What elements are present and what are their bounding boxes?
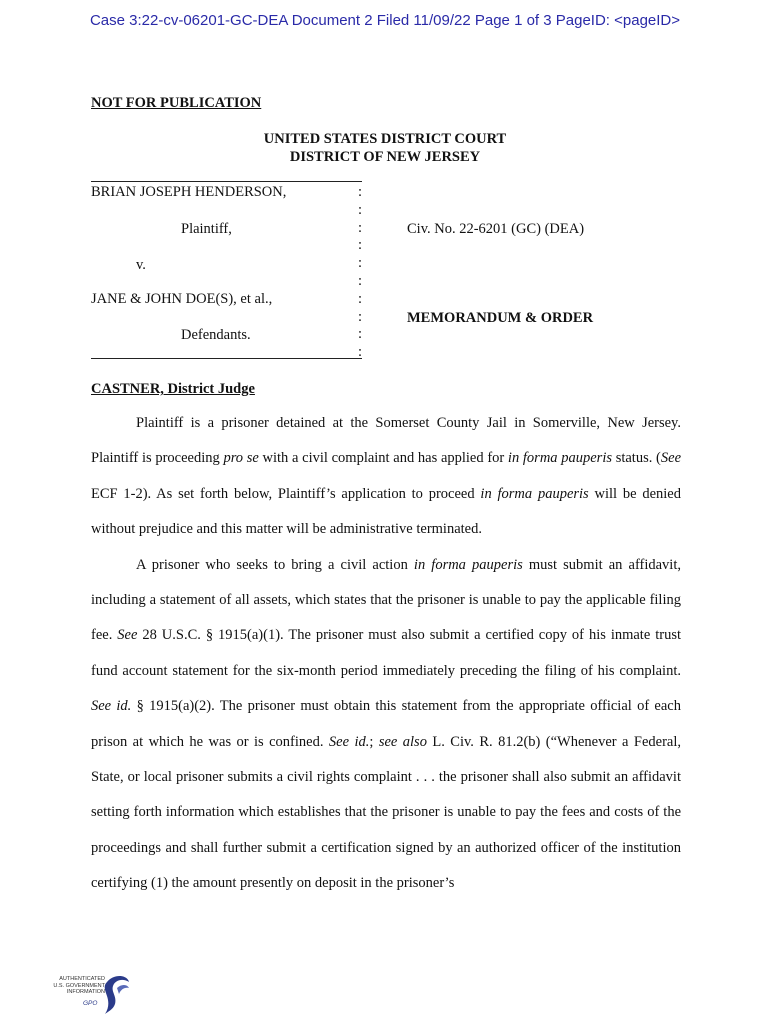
gpo-mark: GPO <box>83 1000 98 1007</box>
colon: : <box>358 290 363 307</box>
publication-note: NOT FOR PUBLICATION <box>91 95 262 111</box>
seal-text: AUTHENTICATED U.S. GOVERNMENT INFORMATION <box>53 976 105 995</box>
caption-top-rule <box>91 181 362 182</box>
plaintiff-role: Plaintiff, <box>181 221 232 237</box>
colon: : <box>358 184 363 200</box>
colon: : <box>358 219 363 236</box>
case-header-stamp: Case 3:22-cv-06201-GC-DEA Document 2 Filed 11/09/22 Page 1 of 3 PageID: <pageID> <box>89 12 681 29</box>
judge-heading: CASTNER, District Judge <box>91 381 255 397</box>
paragraph-2: A prisoner who seeks to bring a civil action in forma pauperis must submit an affidavit, including a statement of all assets, which states that the prisoner is unable to pay the applicable filing fee. See 28 U.S.C. § 1915(a)(1). The prisoner must also submit a certified copy of his inmate trust fund account statement for the six-month period immediately preceding the filing of his complaint. See id. § 1915(a)(2). The prisoner must obtain this statement from the appropriate official of each prison at which he was or is confined. See id.; see also L. Civ. R. 81.2(b) (“Whenever a Federal, State, or local prisoner submits a civil rights complaint . . . the prisoner shall also submit an affidavit setting forth information which establishes that the prisoner is unable to pay the fees and costs of the proceedings and shall further submit a certification signed by an authorized officer of the institution certifying (1) the amount presently on deposit in the prisoner’s <box>91 556 682 892</box>
defendant-name: JANE & JOHN DOE(S), et al., <box>91 291 273 307</box>
court-district: DISTRICT OF NEW JERSEY <box>289 149 481 165</box>
colon: : <box>358 272 363 289</box>
memorandum-body <box>91 406 681 902</box>
colon: : <box>358 308 363 325</box>
caption-bottom-rule <box>91 358 362 359</box>
defendant-role: Defendants. <box>181 327 251 343</box>
court-name: UNITED STATES DISTRICT COURT <box>263 131 507 147</box>
civil-case-number: Civ. No. 22-6201 (GC) (DEA) <box>407 221 585 237</box>
colon: : <box>358 255 363 272</box>
plaintiff-name: BRIAN JOSEPH HENDERSON, <box>91 184 287 200</box>
colon: : <box>358 237 363 254</box>
paragraph-1: Plaintiff is a prisoner detained at the Somerset County Jail in Somerville, New Jersey. Plaintiff is proceeding pro se with a civil complaint and has applied for in forma pauperis status. (See ECF 1-2). As set forth below, Plaintiff’s application to proceed in forma pauperis will be denied without prejudice and this matter will be administrative terminated. <box>91 415 682 538</box>
eagle-icon <box>103 972 133 1016</box>
colon: : <box>358 344 363 361</box>
colon: : <box>358 326 363 343</box>
caption-colon-divider <box>358 184 362 362</box>
document-title: MEMORANDUM & ORDER <box>407 310 594 326</box>
colon: : <box>358 201 363 218</box>
gpo-authentication-seal <box>43 970 133 1020</box>
versus: v. <box>136 257 146 273</box>
